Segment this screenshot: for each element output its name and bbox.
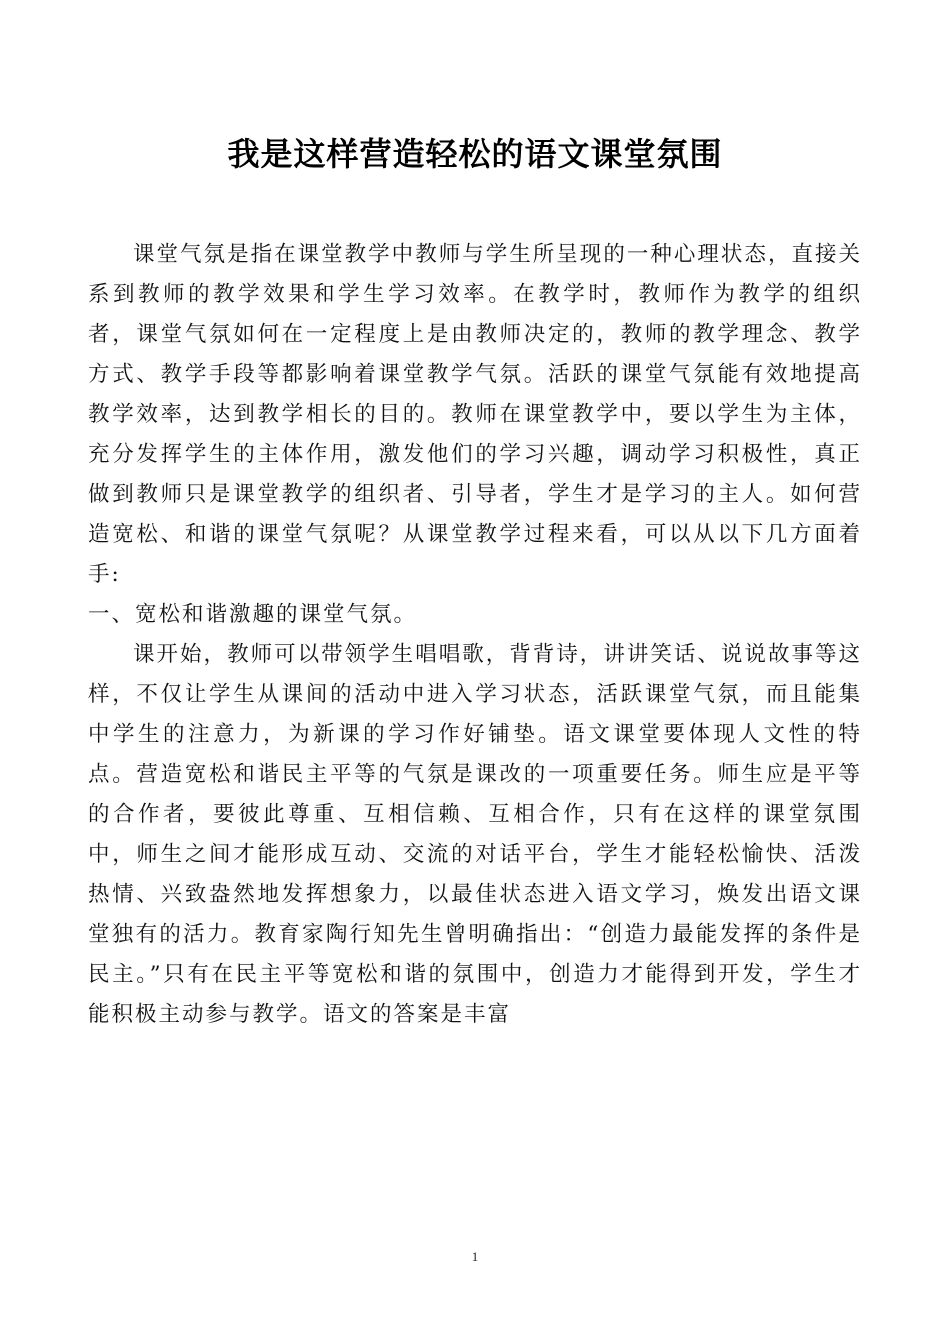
body-paragraph-intro: 课堂气氛是指在课堂教学中教师与学生所呈现的一种心理状态，直接关系到教师的教学效果和学生学习效率。在教学时，教师作为教学的组织者，课堂气氛如何在一定程度上是由教师决定的，教师的教学理念、教学方式、教学手段等都影响着课堂教学气氛。活跃的课堂气氛能有效地提高教学效率，达到教学相长的目的。教师在课堂教学中，要以学生为主体，充分发挥学生的主体作用，激发他们的学习兴趣，调动学习积极性，真正做到教师只是课堂教学的组织者、引导者，学生才是学习的主人。如何营造宽松、和谐的课堂气氛呢？从课堂教学过程来看，可以从以下几方面着手: <box>88 242 862 587</box>
document-body <box>88 235 862 1035</box>
page-number: 1 <box>471 1249 479 1264</box>
section-heading-1: 一、宽松和谐激趣的课堂气氛。 <box>88 602 418 627</box>
document-title: 我是这样营造轻松的语文课堂氛围 <box>227 135 723 173</box>
body-paragraph-section-1: 课开始，教师可以带领学生唱唱歌，背背诗，讲讲笑话、说说故事等这样，不仅让学生从课间的活动中进入学习状态，活跃课堂气氛，而且能集中学生的注意力，为新课的学习作好铺垫。语文课堂要体现人文性的特点。营造宽松和谐民主平等的气氛是课改的一项重要任务。师生应是平等的合作者，要彼此尊重、互相信赖、互相合作，只有在这样的课堂氛围中，师生之间才能形成互动、交流的对话平台，学生才能轻松愉快、活泼热情、兴致盎然地发挥想象力，以最佳状态进入语文学习，焕发出语文课堂独有的活力。教育家陶行知先生曾明确指出：“创造力最能发挥的条件是民主。”只有在民主平等宽松和谐的氛围中，创造力才能得到开发，学生才能积极主动参与教学。语文的答案是丰富 <box>88 642 862 1027</box>
